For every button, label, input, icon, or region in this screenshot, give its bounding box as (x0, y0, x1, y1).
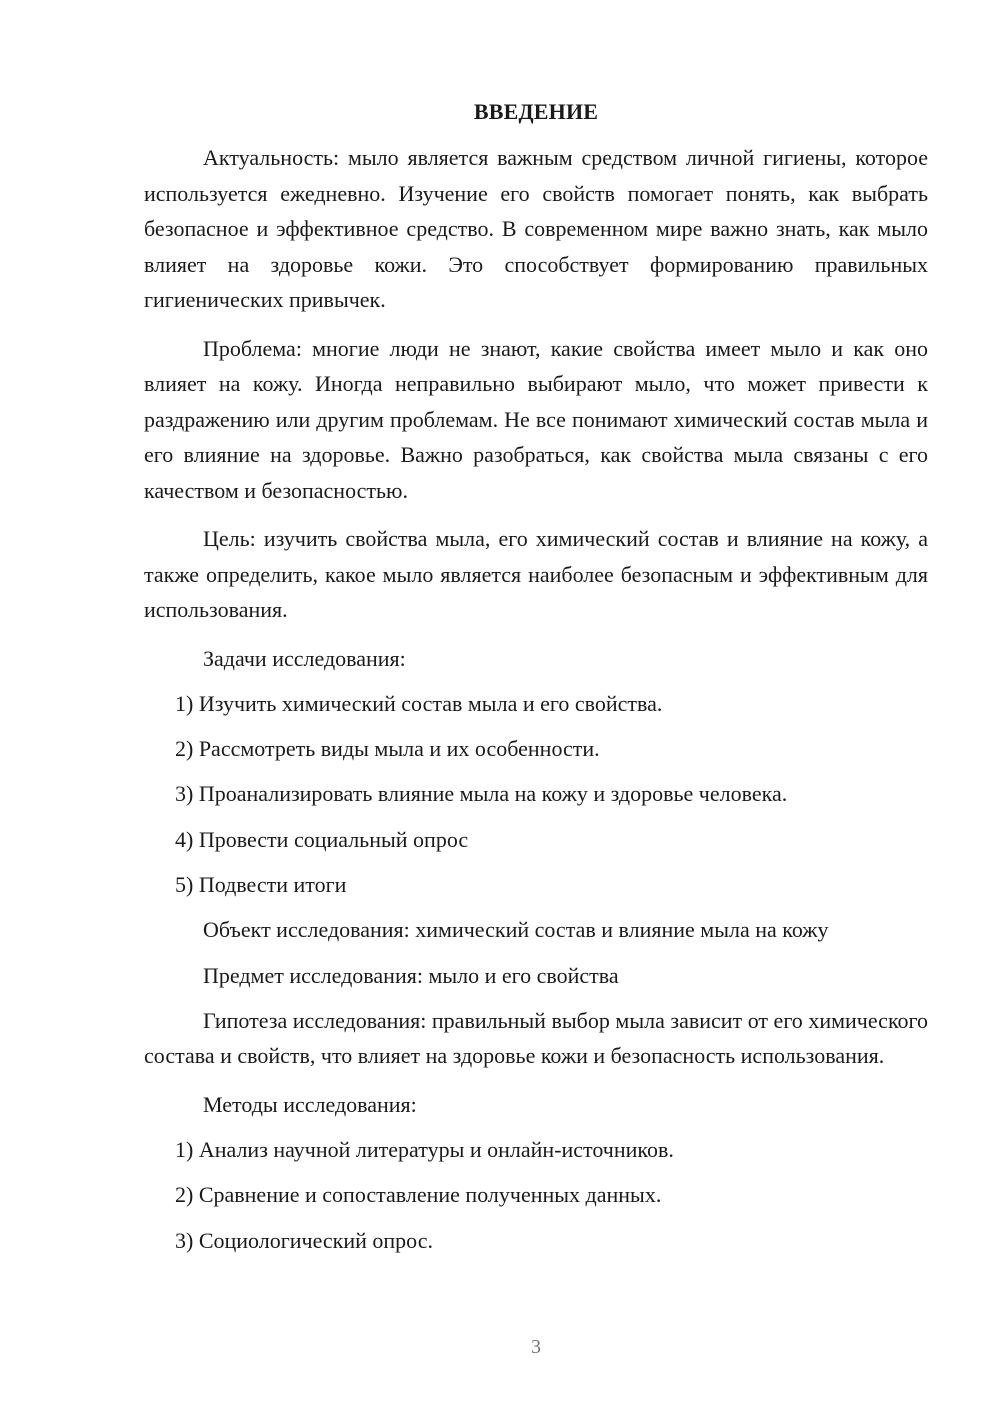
tasks-heading: Задачи исследования: (203, 645, 406, 671)
research-object: Объект исследования: химический состав и влияние мыла на кожу (203, 917, 829, 943)
method-item-1: 1) Анализ научной литературы и онлайн-источников. (175, 1137, 674, 1163)
task-item-4: 4) Провести социальный опрос (175, 826, 469, 852)
research-subject: Предмет исследования: мыло и его свойства (203, 962, 619, 988)
task-item-2: 2) Рассмотреть виды мыла и их особенности. (175, 736, 600, 762)
hypothesis-paragraph: Гипотеза исследования: правильный выбор мыла зависит от его химического состава и свойств, что влияет на здоровье кожи и безопасность использования. (144, 1007, 928, 1069)
page-number: 3 (531, 1336, 541, 1358)
tasks-list (144, 686, 928, 912)
page-title: ВВЕДЕНИЕ (473, 99, 599, 124)
methods-list (144, 1132, 928, 1268)
method-item-2: 2) Сравнение и сопоставление полученных данных. (175, 1182, 662, 1208)
method-item-3: 3) Социологический опрос. (175, 1227, 433, 1253)
relevance-paragraph: Актуальность: мыло является важным средством личной гигиены, которое используется ежедневно. Изучение его свойств помогает понять, как выбрать безопасное и эффективное средство. В современном мире важно знать, как мыло влияет на здоровье кожи. Это способствует формированию правильных гигиенических привычек. (144, 145, 928, 312)
methods-heading: Методы исследования: (203, 1091, 417, 1117)
task-item-3: 3) Проанализировать влияние мыла на кожу и здоровье человека. (175, 781, 788, 807)
task-item-5: 5) Подвести итоги (175, 871, 347, 897)
task-item-1: 1) Изучить химический состав мыла и его свойства. (175, 690, 663, 716)
page-content (144, 96, 928, 1268)
goal-paragraph: Цель: изучить свойства мыла, его химический состав и влияние на кожу, а также определить, какое мыло является наиболее безопасным и эффективным для использования. (144, 526, 928, 622)
problem-paragraph: Проблема: многие люди не знают, какие свойства имеет мыло и как оно влияет на кожу. Иногда неправильно выбирают мыло, что может привести к раздражению или другим проблемам. Не все понимают химический состав мыла и его влияние на здоровье. Важно разобраться, как свойства мыла связаны с его качеством и безопасностью. (144, 335, 928, 503)
